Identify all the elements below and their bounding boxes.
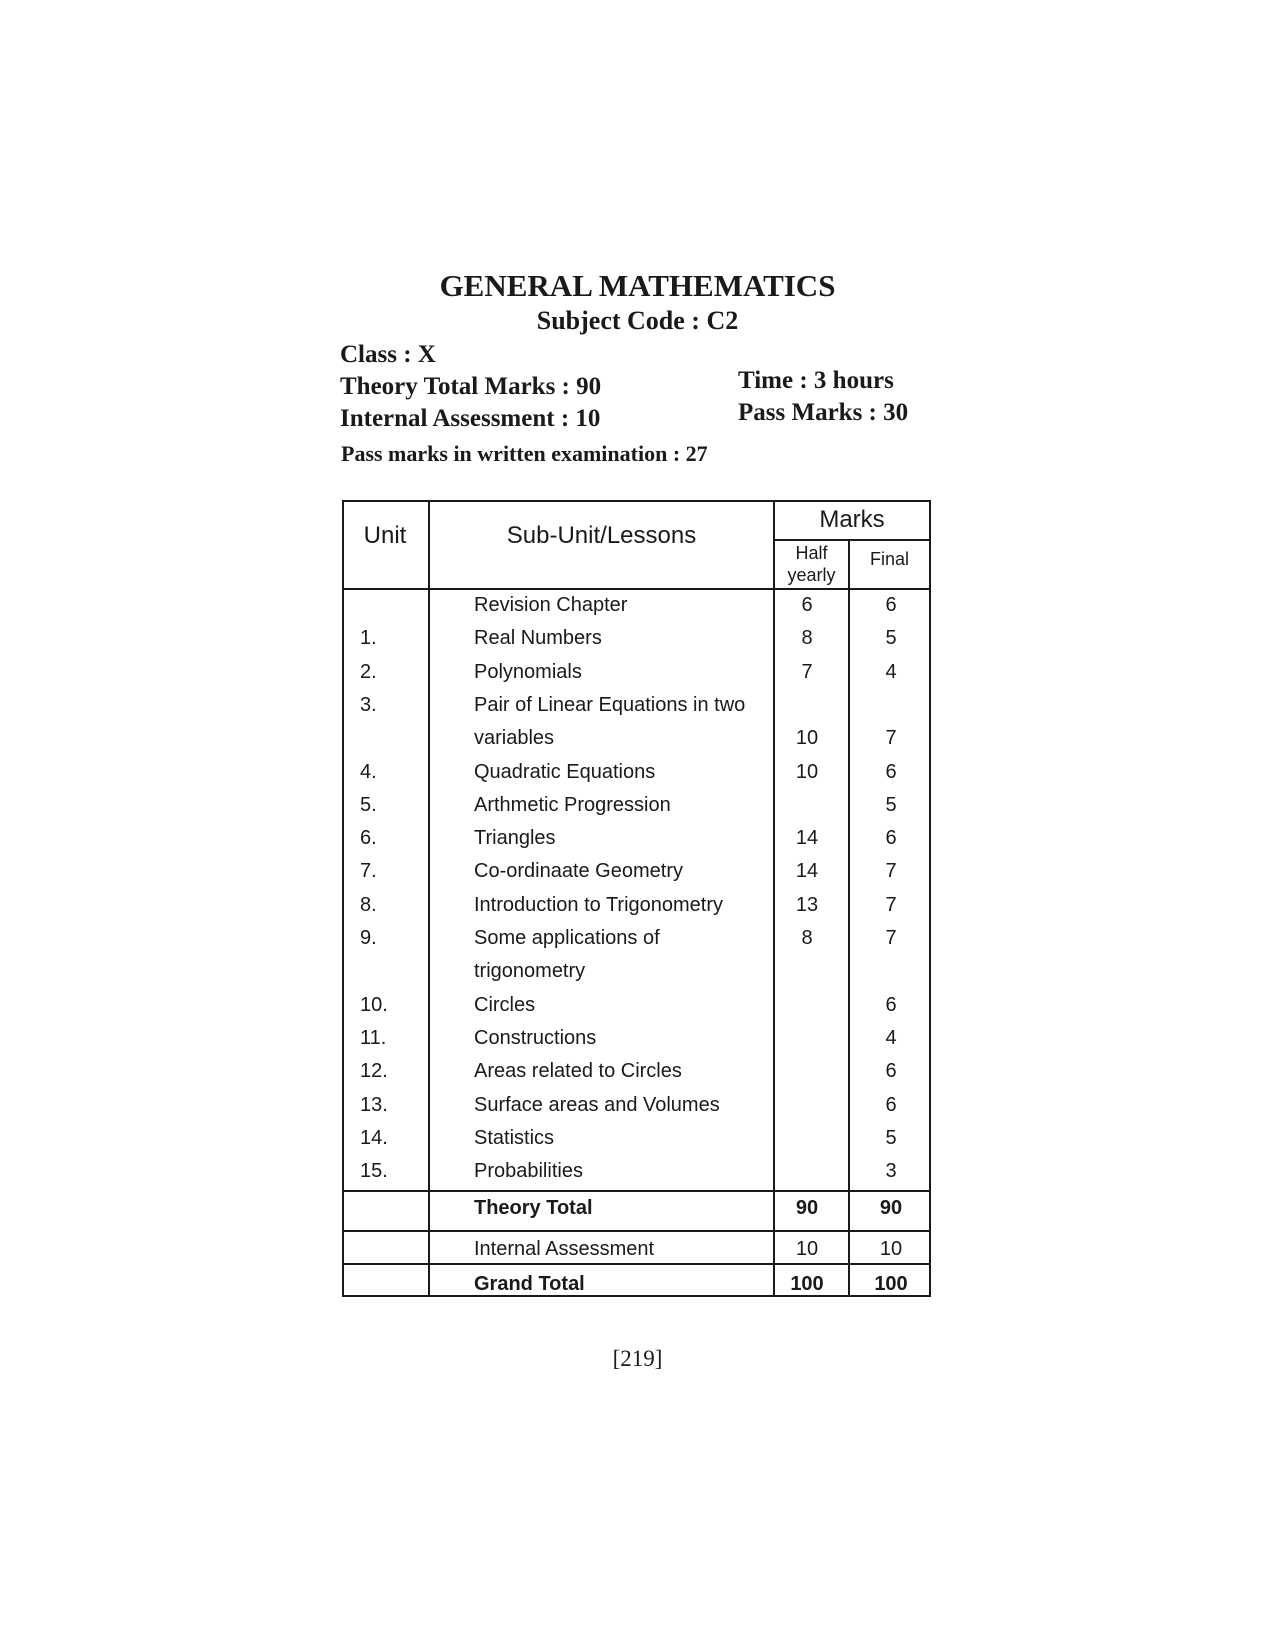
table-cell-lesson: Pair of Linear Equations in two: [474, 694, 746, 716]
table-cell-final: 5: [885, 627, 897, 649]
table-cell-lesson: Constructions: [474, 1027, 597, 1049]
table-cell-final: 7: [885, 894, 897, 916]
table-cell-half-yearly: 13: [795, 894, 819, 916]
grand-total-final: 100: [874, 1273, 908, 1295]
unit-header: Unit: [363, 522, 407, 549]
internal-assessment-final: 10: [879, 1238, 903, 1260]
table-cell-final: 3: [885, 1160, 897, 1182]
table-cell-lesson: Areas related to Circles: [474, 1060, 682, 1082]
table-cell-lesson: Statistics: [474, 1127, 555, 1149]
table-cell-final: 6: [885, 1094, 897, 1116]
lessons-header: Sub-Unit/Lessons: [506, 522, 697, 549]
table-cell-half-yearly: 8: [801, 627, 813, 649]
internal-assessment-label: Internal Assessment: [474, 1238, 655, 1260]
table-cell-final: 7: [885, 727, 897, 749]
table-cell-unit: 2.: [360, 661, 377, 683]
table-cell-unit: 6.: [360, 827, 377, 849]
table-cell-final: 6: [885, 827, 897, 849]
table-cell-unit: 13.: [360, 1094, 388, 1116]
table-cell-final: 5: [885, 794, 897, 816]
table-cell-half-yearly: 7: [801, 661, 813, 683]
table-cell-final: 4: [885, 661, 897, 683]
table-cell-lesson: variables: [474, 727, 555, 749]
table-cell-lesson: trigonometry: [474, 960, 586, 982]
half-yearly-header-line1: Half: [795, 543, 828, 563]
table-divider-half-final: [848, 540, 850, 1297]
table-cell-lesson: Arthmetic Progression: [474, 794, 671, 816]
table-cell-half-yearly: 14: [795, 860, 819, 882]
pass-marks: Pass Marks : 30: [738, 399, 909, 426]
page-number: [219]: [612, 1346, 663, 1371]
table-cell-half-yearly: 8: [801, 927, 813, 949]
table-cell-half-yearly: 10: [795, 727, 819, 749]
internal-bottom-line: [342, 1263, 931, 1265]
internal-assessment-half: 10: [795, 1238, 819, 1260]
table-cell-unit: 4.: [360, 761, 377, 783]
table-cell-unit: 7.: [360, 860, 377, 882]
body-bottom-line: [342, 1190, 931, 1192]
table-cell-unit: 14.: [360, 1127, 388, 1149]
table-cell-lesson: Probabilities: [474, 1160, 583, 1182]
theory-total-half: 90: [795, 1197, 819, 1219]
table-cell-unit: 8.: [360, 894, 377, 916]
grand-total-half: 100: [790, 1273, 824, 1295]
table-cell-lesson: Circles: [474, 994, 536, 1016]
marks-header-divider: [773, 539, 931, 541]
pass-marks-written: Pass marks in written examination : 27: [341, 441, 708, 466]
table-cell-unit: 1.: [360, 627, 377, 649]
table-cell-lesson: Introduction to Trigonometry: [474, 894, 724, 916]
theory-total-bottom-line: [342, 1230, 931, 1232]
table-cell-lesson: Revision Chapter: [474, 594, 628, 616]
table-cell-unit: 9.: [360, 927, 377, 949]
table-cell-lesson: Quadratic Equations: [474, 761, 656, 783]
table-divider-unit: [428, 500, 430, 1297]
theory-total-marks: Theory Total Marks : 90: [340, 373, 602, 400]
subject-code: Subject Code : C2: [536, 306, 739, 335]
final-header: Final: [869, 549, 909, 569]
table-cell-lesson: Some applications of: [474, 927, 660, 949]
table-cell-unit: 12.: [360, 1060, 388, 1082]
table-cell-unit: 11.: [360, 1027, 387, 1049]
table-cell-final: 7: [885, 860, 897, 882]
table-cell-unit: 15.: [360, 1160, 388, 1182]
table-cell-lesson: Co-ordinaate Geometry: [474, 860, 683, 882]
table-cell-final: 6: [885, 1060, 897, 1082]
document-title: GENERAL MATHEMATICS: [439, 268, 836, 303]
table-border-top: [342, 500, 931, 502]
table-cell-half-yearly: 10: [795, 761, 819, 783]
table-border-right: [929, 500, 931, 1297]
theory-total-final: 90: [879, 1197, 903, 1219]
marks-header: Marks: [819, 506, 885, 533]
table-divider-lessons: [773, 500, 775, 1297]
table-cell-lesson: Surface areas and Volumes: [474, 1094, 720, 1116]
table-cell-unit: 10.: [360, 994, 388, 1016]
table-cell-half-yearly: 6: [801, 594, 813, 616]
table-cell-unit: 3.: [360, 694, 377, 716]
table-cell-unit: 5.: [360, 794, 377, 816]
internal-assessment-marks: Internal Assessment : 10: [340, 405, 601, 432]
table-cell-lesson: Real Numbers: [474, 627, 602, 649]
table-cell-lesson: Polynomials: [474, 661, 582, 683]
class-label: Class : X: [340, 341, 436, 368]
grand-total-label: Grand Total: [474, 1273, 585, 1295]
theory-total-label: Theory Total: [474, 1197, 593, 1219]
table-cell-final: 4: [885, 1027, 897, 1049]
marks-table: [342, 500, 931, 1297]
exam-time: Time : 3 hours: [738, 367, 894, 394]
table-cell-final: 7: [885, 927, 897, 949]
table-border-bottom: [342, 1295, 931, 1297]
table-cell-final: 5: [885, 1127, 897, 1149]
table-cell-final: 6: [885, 594, 897, 616]
header-bottom-line: [342, 588, 931, 590]
table-cell-final: 6: [885, 994, 897, 1016]
table-cell-final: 6: [885, 761, 897, 783]
table-cell-half-yearly: 14: [795, 827, 819, 849]
table-cell-lesson: Triangles: [474, 827, 556, 849]
half-yearly-header-line2: yearly: [787, 565, 836, 585]
table-border-left: [342, 500, 344, 1297]
